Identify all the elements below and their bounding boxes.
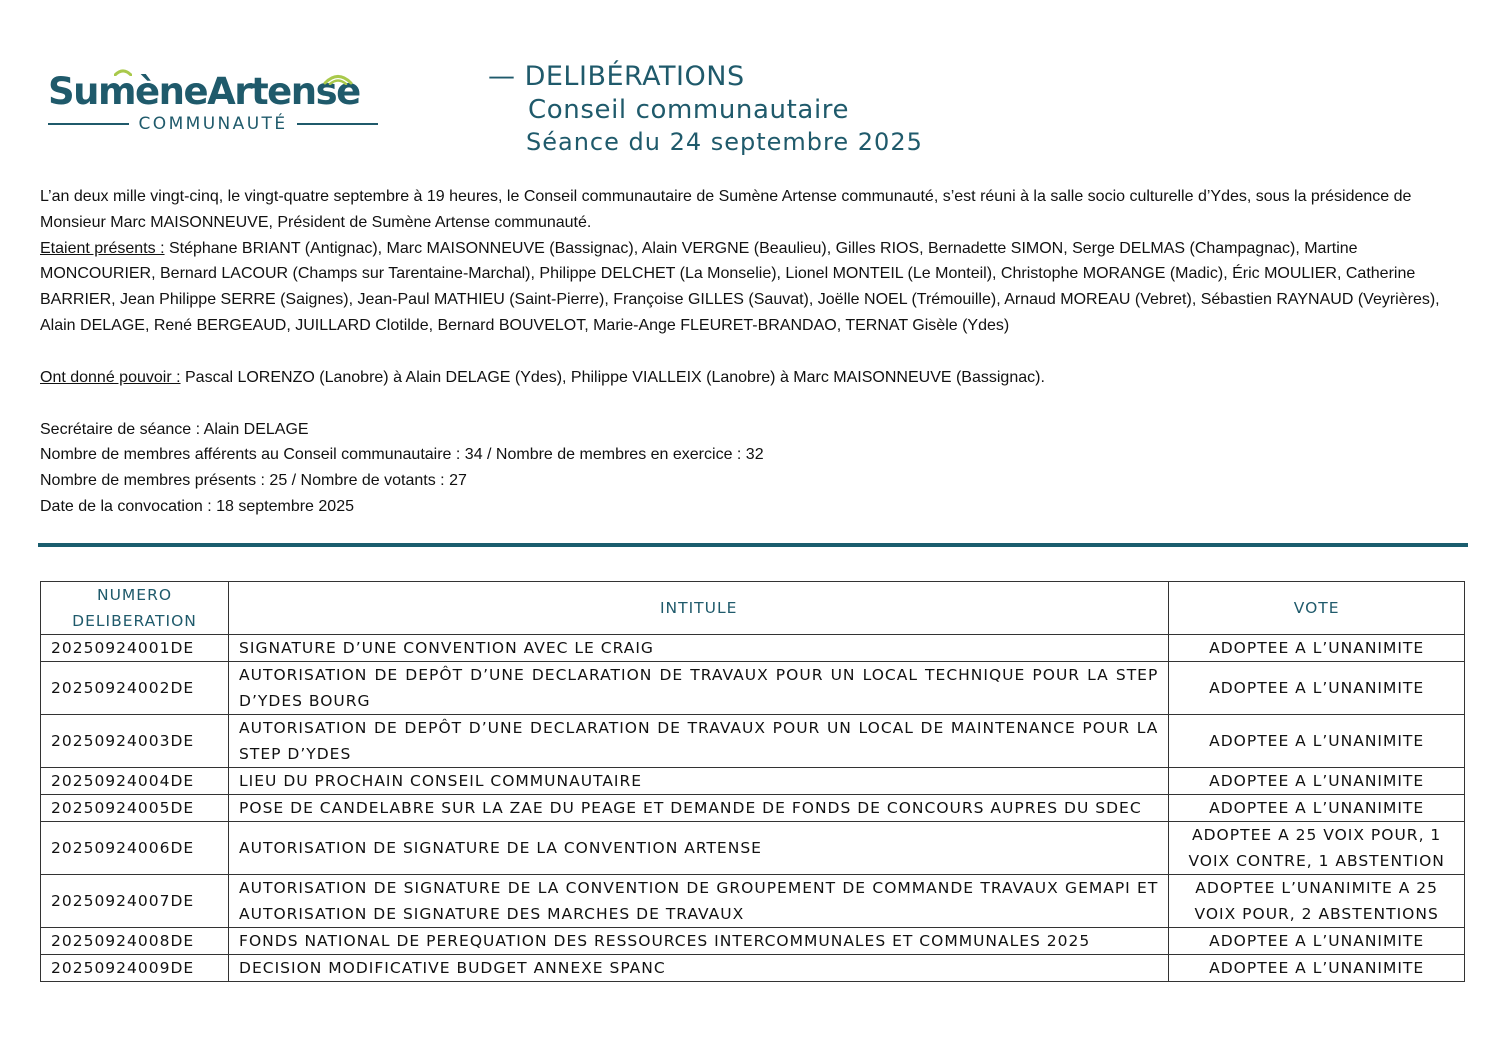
logo-name-text: SumèneArtense [48, 70, 360, 113]
logo-subtitle-row [48, 114, 378, 134]
deliberation-vote: ADOPTEE L’UNANIMITE A 25 VOIX POUR, 2 ABSTENTIONS [1169, 875, 1465, 928]
present-label: Etaient présents : [40, 239, 165, 257]
deliberations-table [40, 581, 1465, 982]
deliberation-vote: ADOPTEE A L’UNANIMITE [1169, 662, 1465, 715]
deliberation-vote: ADOPTEE A 25 VOIX POUR, 1 VOIX CONTRE, 1 ABSTENTION [1169, 822, 1465, 875]
deliberation-number: 20250924009DE [41, 955, 229, 982]
header-vote: VOTE [1169, 582, 1465, 635]
deliberation-title: AUTORISATION DE SIGNATURE DE LA CONVENTION ARTENSE [229, 822, 1169, 875]
logo-wordmark [48, 70, 378, 114]
logo-line-right [297, 123, 378, 125]
deliberation-number: 20250924005DE [41, 795, 229, 822]
logo-line-left [48, 123, 129, 125]
deliberation-title: POSE DE CANDELABRE SUR LA ZAE DU PEAGE ET DEMANDE DE FONDS DE CONCOURS AUPRES DU SDEC [229, 795, 1169, 822]
heading-title: — DELIBÉRATIONS [488, 61, 745, 92]
table-header-row [41, 582, 1465, 635]
logo-arc-icon [114, 68, 132, 76]
intro-paragraph: L’an deux mille vingt-cinq, le vingt-quatre septembre à 19 heures, le Conseil communautaire de Sumène Artense communauté, s’est réuni à la salle socio culturelle d’Ydes, sous la présidence de Monsieur Marc MAISONNEUVE, Président de Sumène Artense communauté. [40, 188, 1412, 231]
deliberation-title: AUTORISATION DE DEPÔT D’UNE DECLARATION DE TRAVAUX POUR UN LOCAL DE MAINTENANCE POUR LA STEP D’YDES [229, 715, 1169, 768]
deliberation-number: 20250924001DE [41, 635, 229, 662]
deliberation-vote: ADOPTEE A L’UNANIMITE [1169, 715, 1465, 768]
deliberation-title: SIGNATURE D’UNE CONVENTION AVEC LE CRAIG [229, 635, 1169, 662]
deliberation-vote: ADOPTEE A L’UNANIMITE [1169, 635, 1465, 662]
table-row [41, 928, 1465, 955]
table-row [41, 955, 1465, 982]
deliberation-number: 20250924004DE [41, 768, 229, 795]
deliberation-number: 20250924007DE [41, 875, 229, 928]
document-heading [488, 60, 923, 158]
table-row [41, 875, 1465, 928]
section-divider [38, 543, 1468, 547]
deliberation-title: FONDS NATIONAL DE PEREQUATION DES RESSOURCES INTERCOMMUNALES ET COMMUNALES 2025 [229, 928, 1169, 955]
proxy-list: Pascal LORENZO (Lanobre) à Alain DELAGE (Ydes), Philippe VIALLEIX (Lanobre) à Marc MAISONNEUVE (Bassignac). [180, 368, 1045, 386]
deliberation-number: 20250924003DE [41, 715, 229, 768]
deliberation-title: AUTORISATION DE SIGNATURE DE LA CONVENTION DE GROUPEMENT DE COMMANDE TRAVAUX GEMAPI ET AUTORISATION DE SIGNATURE DES MARCHES DE TRAVAUX [229, 875, 1169, 928]
deliberation-title: AUTORISATION DE DEPÔT D’UNE DECLARATION DE TRAVAUX POUR UN LOCAL TECHNIQUE POUR LA STEP D’YDES BOURG [229, 662, 1169, 715]
deliberation-vote: ADOPTEE A L’UNANIMITE [1169, 955, 1465, 982]
present-members [40, 236, 1460, 339]
deliberation-number: 20250924006DE [41, 822, 229, 875]
proxy-label: Ont donné pouvoir : [40, 368, 181, 386]
table-row [41, 822, 1465, 875]
header-numero: NUMERO DELIBERATION [41, 582, 229, 635]
members-count: Nombre de membres afférents au Conseil communautaire : 34 / Nombre de membres en exercice : 32 [40, 446, 764, 464]
session-secretary: Secrétaire de séance : Alain DELAGE [40, 420, 309, 438]
deliberation-title: LIEU DU PROCHAIN CONSEIL COMMUNAUTAIRE [229, 768, 1169, 795]
present-list: Stéphane BRIANT (Antignac), Marc MAISONNEUVE (Bassignac), Alain VERGNE (Beaulieu), Gilles RIOS, Bernadette SIMON, Serge DELMAS (Champagnac), Martine MONCOURIER, Bernard LACOUR (Champs sur Tarentaine-Marchal), Philippe DELCHET (La Monselie), Lionel MONTEIL (Le Monteil), Christophe MORANGE (Madic), Éric MOULIER, Catherine BARRIER, Jean Philippe SERRE (Saignes), Jean-Paul MATHIEU (Saint-Pierre), Françoise GILLES (Sauvat), Joëlle NOEL (Trémouille), Arnaud MOREAU (Vebret), Sébastien RAYNAUD (Veyrières), Alain DELAGE, René BERGEAUD, JUILLARD Clotilde, Bernard BOUVELOT, Marie-Ange FLEURET-BRANDAO, TERNAT Gisèle (Ydes) [40, 239, 1440, 334]
logo-subtitle: COMMUNAUTÉ [138, 114, 288, 134]
deliberation-number: 20250924008DE [41, 928, 229, 955]
convocation-date: Date de la convocation : 18 septembre 2025 [40, 497, 354, 515]
table-row [41, 768, 1465, 795]
sumene-artense-logo [48, 70, 378, 134]
proxy-members [40, 365, 1460, 391]
present-count: Nombre de membres présents : 25 / Nombre de votants : 27 [40, 472, 467, 490]
session-intro [40, 184, 1460, 520]
deliberation-vote: ADOPTEE A L’UNANIMITE [1169, 928, 1465, 955]
table-row [41, 662, 1465, 715]
deliberation-vote: ADOPTEE A L’UNANIMITE [1169, 768, 1465, 795]
deliberation-vote: ADOPTEE A L’UNANIMITE [1169, 795, 1465, 822]
header-intitule: INTITULE [229, 582, 1169, 635]
deliberation-number: 20250924002DE [41, 662, 229, 715]
table-row [41, 795, 1465, 822]
logo-swoosh-icon [323, 73, 353, 85]
heading-session-date: Séance du 24 septembre 2025 [526, 128, 923, 156]
heading-subtitle: Conseil communautaire [528, 95, 850, 125]
table-row [41, 635, 1465, 662]
table-row [41, 715, 1465, 768]
deliberation-title: DECISION MODIFICATIVE BUDGET ANNEXE SPANC [229, 955, 1169, 982]
